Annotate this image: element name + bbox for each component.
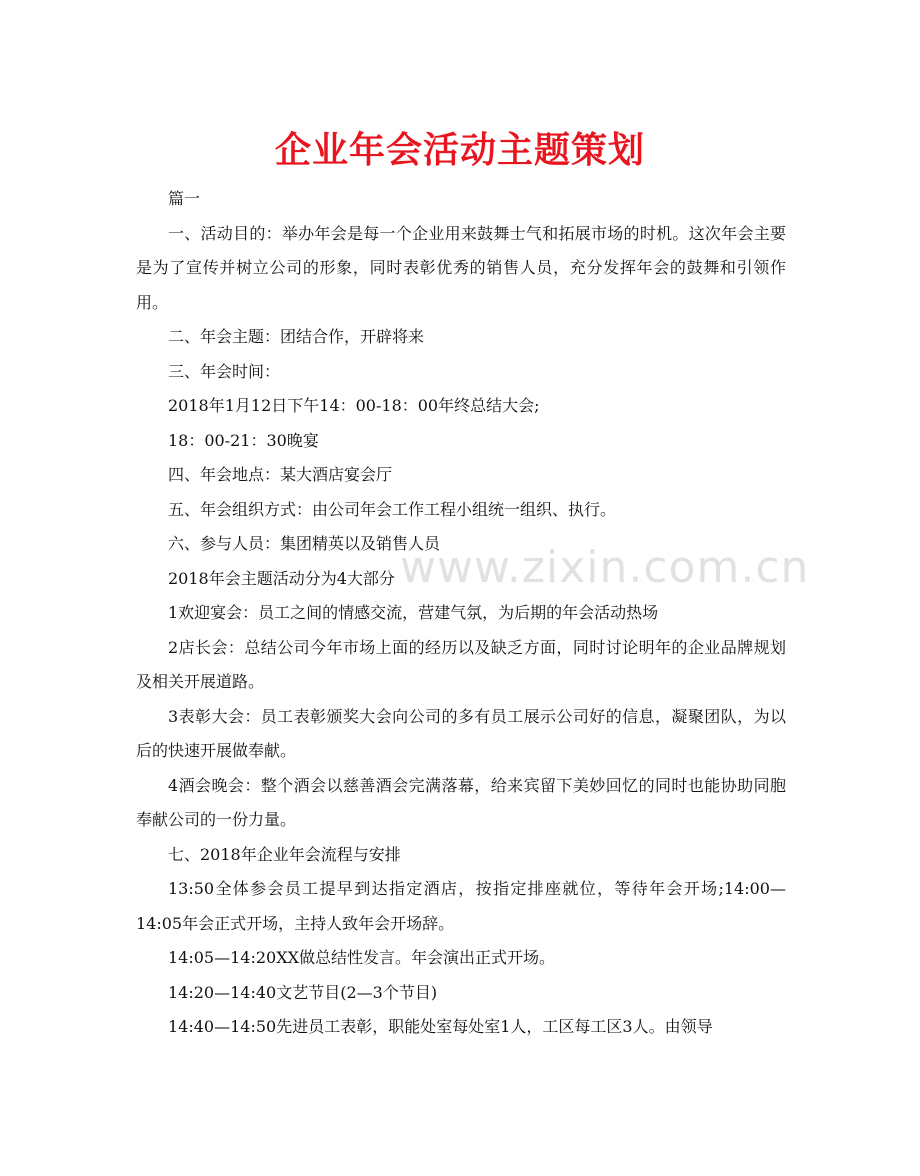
- paragraph-schedule-opening: 13:50全体参会员工提早到达指定酒店，按指定排座就位，等待年会开场;14:00—14:05年会正式开场，主持人致年会开场辞。: [136, 879, 786, 933]
- paragraph-schedule-performance: 14:20—14:40文艺节目(2—3个节目): [168, 982, 438, 1002]
- document-title: 企业年会活动主题策划: [274, 129, 645, 171]
- paragraph-time-heading: 三、年会时间：: [168, 361, 281, 381]
- paragraph-schedule-heading: 七、2018年企业年会流程与安排: [168, 844, 401, 864]
- paragraph-venue: 四、年会地点：某大酒店宴会厅: [168, 465, 393, 484]
- paragraph-schedule-speech: 14:05—14:20XX做总结性发言。年会演出正式开场。: [168, 948, 556, 967]
- paragraph-part-4: 4酒会晚会：整个酒会以慈善酒会完满落幕，给来宾留下美妙回忆的同时也能协助同胞奉献公司的一份力量。: [136, 775, 786, 829]
- paragraph-part-1: 1欢迎宴会：员工之间的情感交流，营建气氛，为后期的年会活动热场: [168, 603, 659, 622]
- watermark-text: www.zixin.com.cn: [400, 542, 810, 593]
- paragraph-purpose: 一、活动目的：举办年会是每一个企业用来鼓舞士气和拓展市场的时机。这次年会主要是为了宣传并树立公司的形象，同时表彰优秀的销售人员，充分发挥年会的鼓舞和引领作用。: [136, 223, 786, 312]
- paragraph-theme: 二、年会主题：团结合作，开辟将来: [168, 327, 425, 346]
- paragraph-part-2: 2店长会：总结公司今年市场上面的经历以及缺乏方面，同时讨论明年的企业品牌规划及相关开展道路。: [136, 637, 786, 691]
- document-body: [136, 182, 786, 1045]
- paragraph-time-meeting: 2018年1月12日下午14：00-18：00年终总结大会;: [168, 396, 540, 415]
- paragraph-time-dinner: 18：00-21：30晚宴: [168, 430, 319, 450]
- paragraph-part-3: 3表彰大会：员工表彰颁奖大会向公司的多有员工展示公司好的信息，凝聚团队，为以后的快速开展做奉献。: [136, 706, 786, 760]
- paragraph-section-label: 篇一: [168, 189, 201, 208]
- paragraph-schedule-awards: 14:40—14:50先进员工表彰，职能处室每处室1人，工区每工区3人。由领导: [168, 1017, 713, 1036]
- paragraph-parts-summary: 2018年会主题活动分为4大部分: [168, 568, 395, 588]
- paragraph-participants: 六、参与人员：集团精英以及销售人员: [168, 534, 441, 553]
- paragraph-organization: 五、年会组织方式：由公司年会工作工程小组统一组织、执行。: [168, 499, 617, 519]
